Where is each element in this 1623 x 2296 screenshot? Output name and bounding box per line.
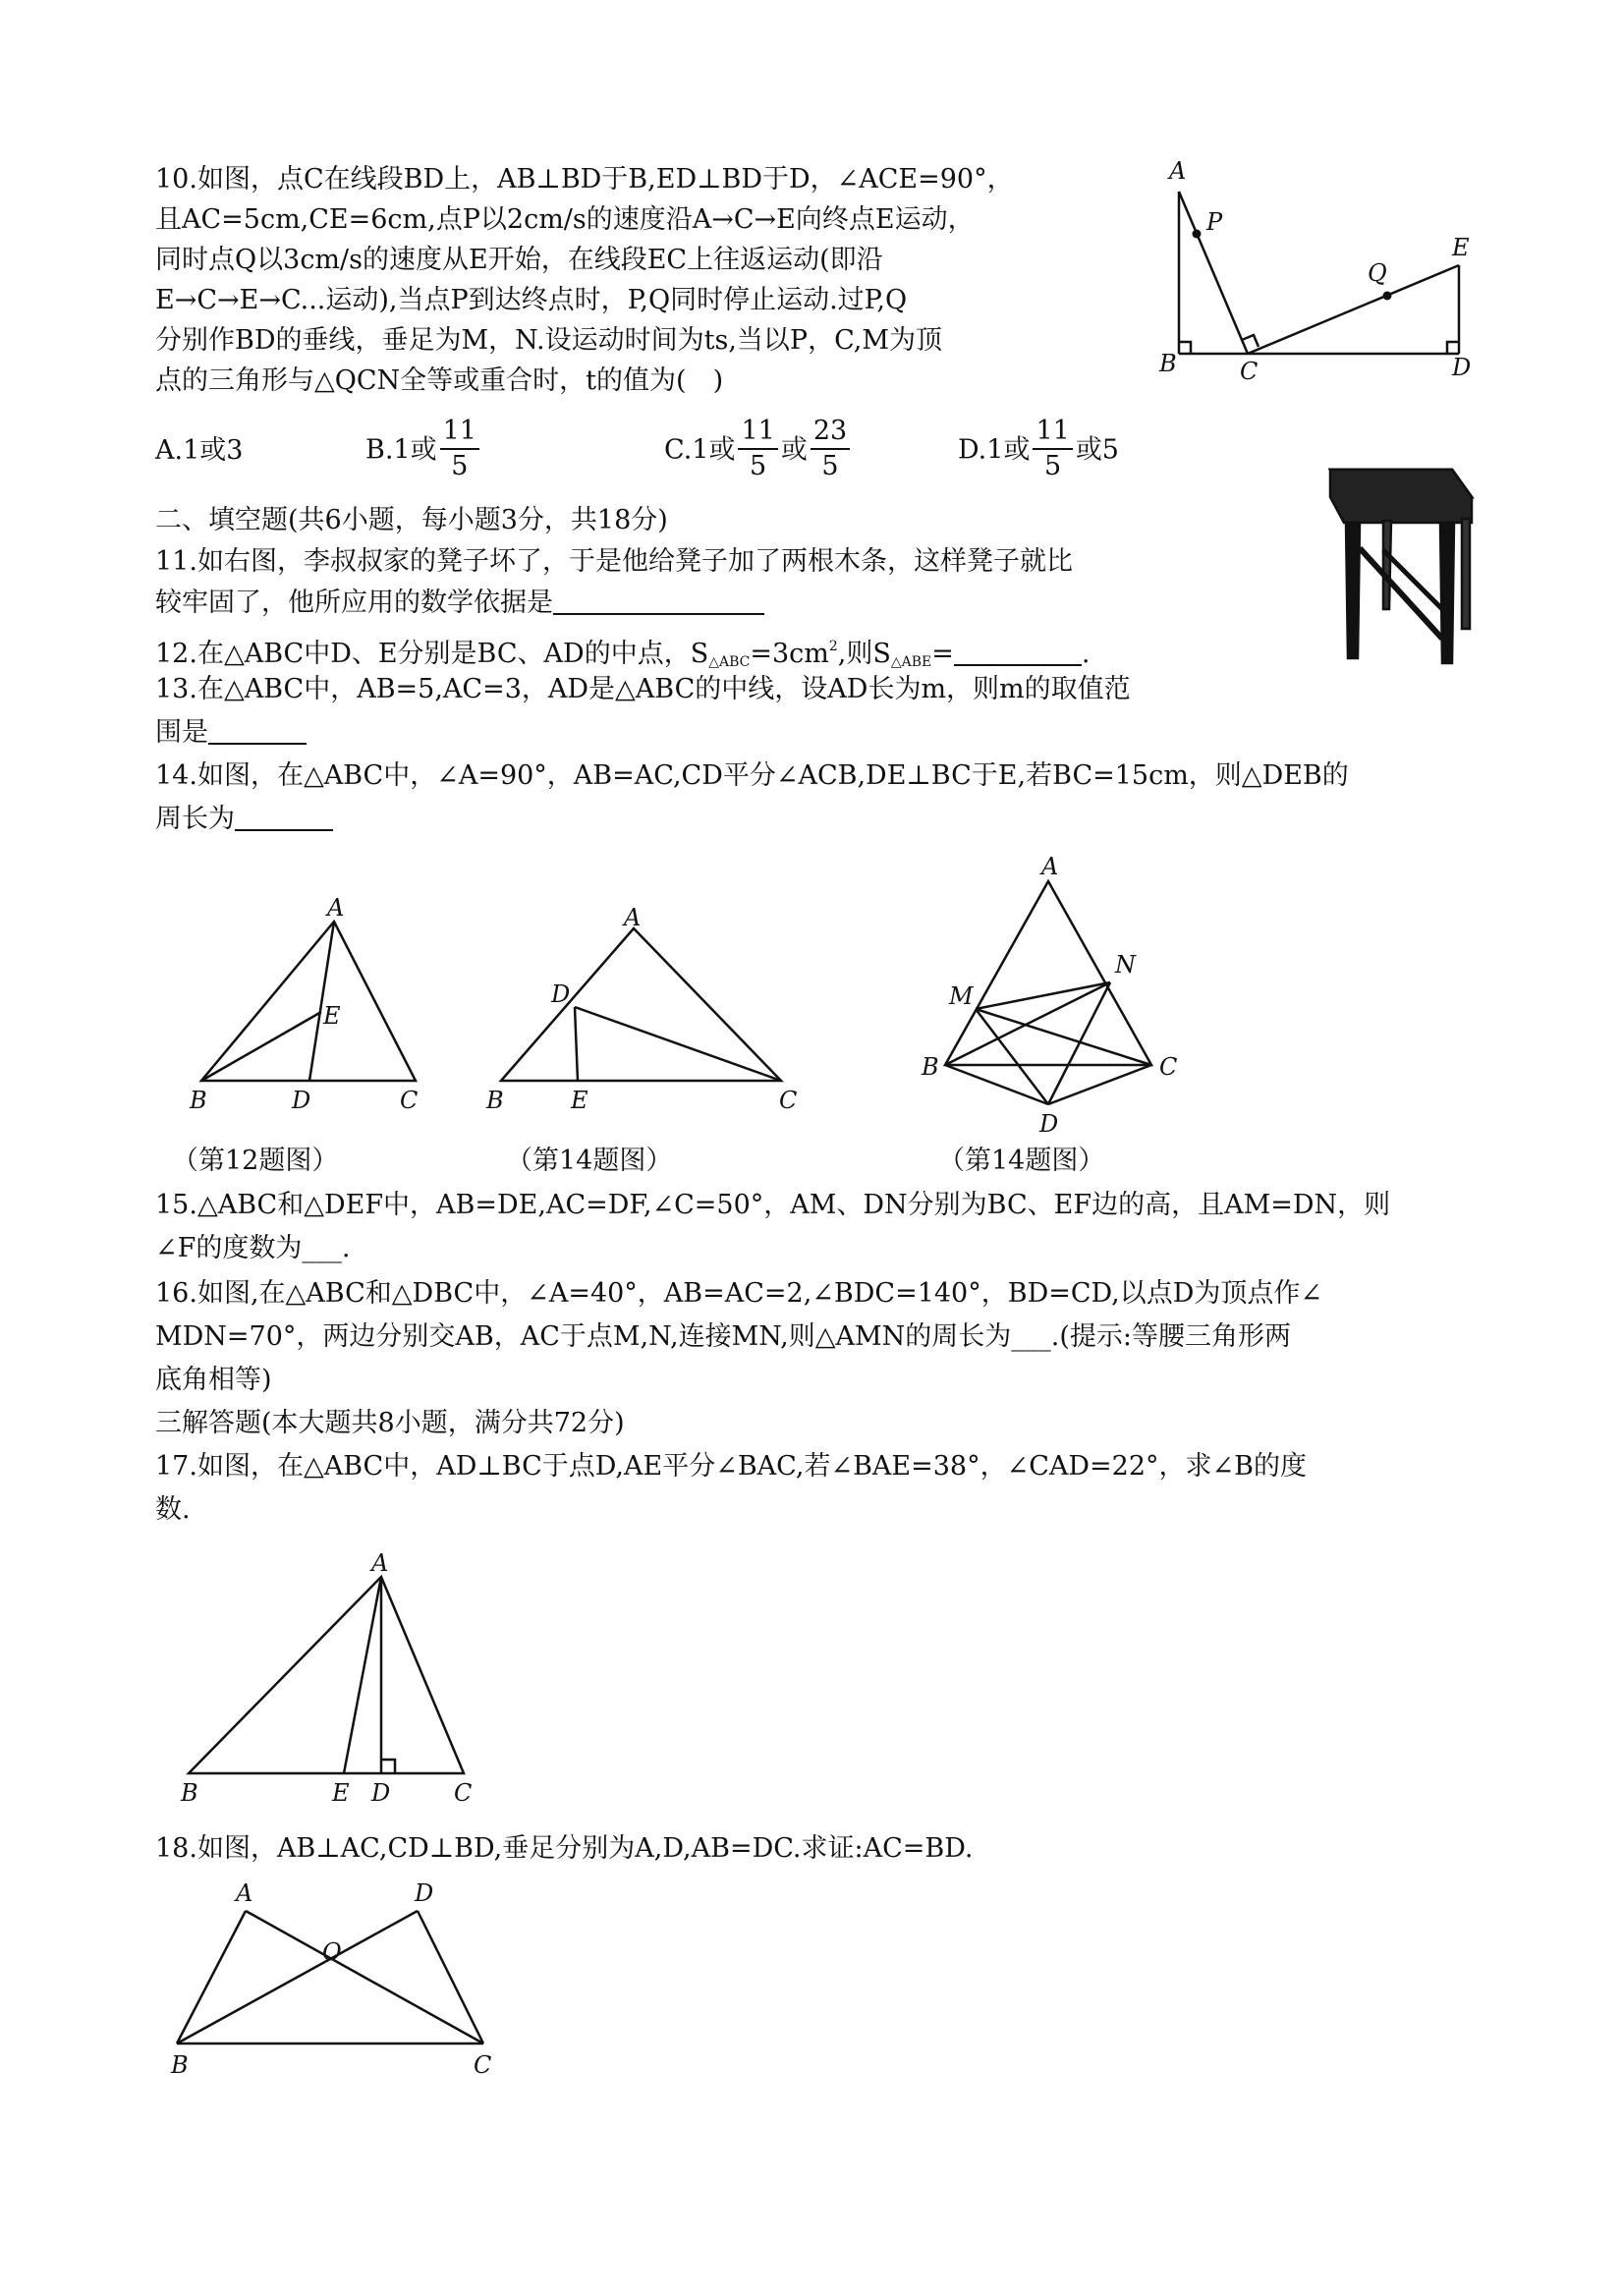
q10-line-5: 分别作BD的垂线，垂足为M，N.设运动时间为ts,当以P，C,M为顶 [155,325,942,356]
label-a: A [1041,853,1059,880]
fraction-denominator: 5 [750,451,767,481]
q10-line-6: 点的三角形与△QCN全等或重合时，t的值为( ) [155,365,724,396]
stool-top-side [1330,470,1472,523]
label-o: O [322,1938,342,1966]
fraction-11-5 [440,415,479,483]
q12-post: = [931,639,954,669]
label-p: P [1206,208,1223,236]
label-c: C [400,1087,419,1114]
q14-text: 周长为 [155,804,235,834]
q10-option-a: A.1或3 [155,435,244,466]
triangle-abc [201,922,416,1081]
q12-sup: 2 [828,639,838,654]
q18-figure [157,1872,531,2098]
q10-figure [1149,157,1493,393]
q10-option-b-prefix: B.1或 [365,434,437,466]
answer-blank [553,589,764,615]
q10-option-d-prefix: D.1或 [958,434,1031,466]
caption-fig-12: （第12题图） [172,1146,339,1176]
fraction-numerator: 11 [738,415,777,450]
right-angle-d [1447,342,1459,354]
label-c: C [1240,358,1259,385]
q18-line-1: 18.如图，AB⊥AC,CD⊥BD,垂足分别为A,D,AB=DC.求证:AC=BD. [155,1833,974,1864]
label-e: E [323,1002,341,1030]
q10-option-c-mid: 或 [780,434,808,466]
label-n: N [1115,951,1136,979]
q10-option-c-prefix: C.1或 [664,434,736,466]
q15-line-2: ∠F的度数为___. [155,1233,351,1263]
q17-figure [167,1547,491,1818]
fraction-numerator: 23 [811,415,850,450]
q14-line-1: 14.如图，在△ABC中，∠A=90°，AB=AC,CD平分∠ACB,DE⊥BC于E,若BC=15cm，则△DEB的 [155,760,1349,791]
segment-bd [177,1911,418,2044]
stool-leg-front-left [1346,523,1360,658]
q14-figure [476,904,811,1120]
label-e: E [571,1087,588,1114]
section-2-heading: 二、填空题(共6小题，每小题3分，共18分) [155,505,668,535]
right-angle-b [1179,342,1191,354]
q12-sub-abc: △ABC [708,654,751,670]
label-b: B [486,1087,504,1114]
q10-option-d [958,417,1119,485]
label-d: D [1452,354,1472,381]
label-c: C [454,1779,473,1807]
segment-dc [575,1007,781,1081]
q17-line-2: 数. [155,1494,191,1525]
q13-line-1: 13.在△ABC中，AB=5,AC=3，AD是△ABC的中线，设AD长为m，则m的取值范 [155,674,1131,704]
q12-figure [182,894,437,1120]
section-3-heading: 三解答题(本大题共8小题，满分共72分) [155,1408,625,1438]
label-c: C [779,1087,798,1114]
caption-fig-14-b: （第14题图） [938,1146,1105,1176]
caption-fig-14-a: （第14题图） [506,1146,673,1176]
label-c: C [474,2051,492,2079]
answer-blank [954,641,1082,666]
triangle-abc [501,928,781,1081]
answer-blank [235,806,333,831]
q13-line-2 [155,716,307,750]
q15-line-1: 15.△ABC和△DEF中，AB=DE,AC=DF,∠C=50°，AM、DN分别为BC、EF边的高，且AM=DN，则 [155,1190,1391,1220]
segment-ac [246,1911,483,2044]
label-b: B [1159,350,1177,377]
q11-line-2 [155,587,764,620]
triangle-abc [189,1577,464,1773]
q12-pre: 12.在△ABC中D、E分别是BC、AD的中点，S [155,639,709,669]
fraction-11-5 [738,415,777,483]
label-a: A [624,904,642,931]
right-angle-d [381,1760,395,1773]
label-b: B [922,1053,939,1081]
label-b: B [190,1087,207,1114]
q16-figure [914,847,1208,1142]
stool-image [1324,462,1491,678]
q14-line-2 [155,803,333,836]
label-d: D [1039,1110,1059,1138]
label-a: A [1169,157,1187,185]
segment-be [201,1012,321,1081]
q12-mid2: ,则S [837,639,891,669]
q10-line-4: E→C→E→C...运动),当点P到达终点时，P,Q同时停止运动.过P,Q [155,285,908,315]
q10-option-b [365,417,482,485]
segment-cd [1048,1065,1151,1104]
fraction-denominator: 5 [821,451,839,481]
segment-de [575,1007,578,1081]
q10-option-c [664,417,853,485]
q16-line-2: MDN=70°，两边分别交AB，AC于点M,N,连接MN,则△AMN的周长为___.(提示:等腰三角形两 [155,1321,1291,1352]
segment-nd [1048,982,1110,1104]
label-d: D [371,1779,391,1807]
q11-text: 较牢固了，他所应用的数学依据是 [155,588,553,618]
q17-line-1: 17.如图，在△ABC中，AD⊥BC于点D,AE平分∠BAC,若∠BAE=38°，∠CAD=22°，求∠B的度 [155,1451,1307,1482]
q16-line-1: 16.如图,在△ABC和△DBC中，∠A=40°，AB=AC=2,∠BDC=140°，BD=CD,以点D为顶点作∠ [155,1278,1323,1309]
point-p [1193,230,1202,239]
label-q: Q [1368,259,1387,287]
answer-blank [208,719,307,745]
fraction-11-5 [1033,415,1072,483]
label-e: E [1452,234,1470,261]
segment-ce [1248,265,1459,354]
q12-line [155,630,1091,679]
stool-leg-back-left [1383,521,1391,609]
stool-leg-front-right [1440,523,1454,663]
q12-sub-abe: △ABE [890,654,932,670]
q16-line-3: 底角相等) [155,1365,272,1395]
segment-dc [418,1911,483,2044]
label-d: D [551,980,571,1008]
point-q [1383,292,1392,301]
stool-leg-back-right [1462,519,1470,629]
segment-ae [344,1577,381,1773]
q12-mid: =3cm [750,639,829,669]
label-b: B [171,2051,189,2079]
fraction-23-5 [811,415,850,483]
label-a: A [236,1879,253,1907]
label-a: A [327,894,345,922]
label-m: M [949,982,974,1010]
q10-line-1: 10.如图，点C在线段BD上，AB⊥BD于B,ED⊥BD于D，∠ACE=90°， [155,164,1014,195]
q10-line-2: 且AC=5cm,CE=6cm,点P以2cm/s的速度沿A→C→E向终点E运动， [155,204,975,235]
label-d: D [292,1087,311,1114]
label-a: A [371,1549,389,1577]
fraction-numerator: 11 [1033,415,1072,450]
label-e: E [332,1779,350,1807]
q10-option-d-suffix: 或5 [1075,434,1119,466]
q13-text: 围是 [155,717,208,748]
label-d: D [415,1879,434,1907]
label-b: B [181,1779,198,1807]
q11-line-1: 11.如右图，李叔叔家的凳子坏了，于是他给凳子加了两根木条，这样凳子就比 [155,546,1073,577]
segment-mn [976,982,1110,1009]
fraction-denominator: 5 [1044,451,1062,481]
q10-line-3: 同时点Q以3cm/s的速度从E开始，在线段EC上往返运动(即沿 [155,245,883,275]
q12-end: . [1081,639,1091,669]
fraction-numerator: 11 [440,415,479,450]
label-c: C [1159,1053,1178,1081]
fraction-denominator: 5 [451,451,469,481]
